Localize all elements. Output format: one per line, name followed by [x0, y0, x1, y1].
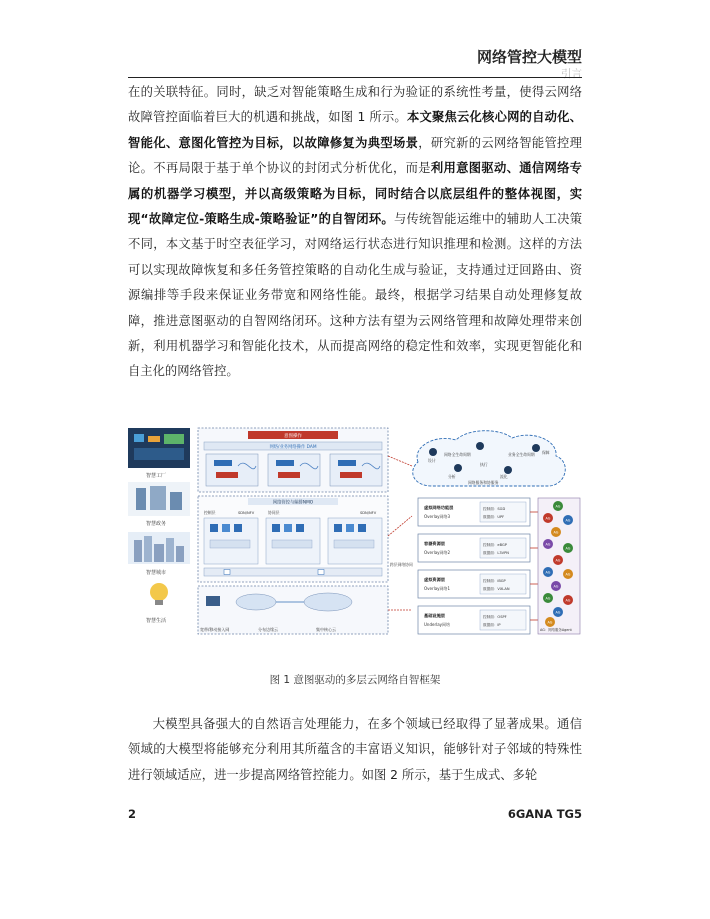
cloud-label-0: 设计 — [428, 458, 436, 463]
scenario-label-2: 智慧城市 — [146, 570, 167, 576]
access-label-0: 宽带/移动接入网 — [200, 627, 230, 632]
scenario-label-1: 智慧政务 — [146, 521, 167, 527]
cloud-label-6: 流化 — [500, 474, 508, 479]
lifecycle-cloud — [413, 431, 566, 486]
nmo-layer — [198, 496, 388, 582]
agent-note: AG：网络服务Agent — [540, 628, 572, 632]
agent-node-label: AG — [545, 516, 551, 521]
paragraph-2 — [128, 712, 582, 788]
layer-3-r1: 控制面：OSPF — [483, 615, 507, 619]
agent-column — [538, 498, 580, 634]
layer-3-r2: 数据面：IP — [483, 623, 501, 627]
layer-box-2 — [418, 570, 530, 598]
agent-node-label: AG — [545, 570, 551, 575]
scenario-label-3: 智慧生活 — [146, 618, 167, 624]
cloud-label-3: 保障 — [542, 450, 550, 455]
agent-node-label: AG — [565, 518, 571, 523]
layer-1-r1: 控制面：eBGP — [483, 543, 507, 547]
header-title: 网络管控大模型 — [476, 48, 582, 66]
p1-text-3: 与传统智能运维中的辅助人工决策不同，本文基于时空表征学习，对网络运行状态进行知识推理和检测。这样的方法可以实现故障恢复和多任务管控策略的自动化生成与验证，支持通过迂回路由、资源编排等手段来保证业务带宽和网络性能。最终，根据学习结果自动处理修复故障，推进意图驱动的自智网络闭环。这种方法有望为云网络管理和故障处理带来创新，利用机器学习和智能化技术，从而提高网络的稳定性和效率，实现更智能化和自主化的网络管控。 — [128, 212, 582, 379]
scenario-label-0: 智慧工厂 — [146, 473, 167, 479]
layer-2-sub: Overlay网络1 — [424, 586, 451, 591]
network-layers — [418, 498, 538, 634]
intent-sub-label: 网络/业务网络操作 DAM — [269, 445, 317, 450]
access-layer — [198, 586, 388, 634]
layer-0-title: 虚拟网络功能层 — [424, 505, 454, 510]
connection-arrows — [388, 456, 413, 610]
agent-node-label: AG — [565, 598, 571, 603]
agent-node-label: AG — [555, 610, 561, 615]
cloud-label-2: 业务全生命周期 — [508, 452, 535, 457]
cloud-label-7: 网络服务和协服务 — [468, 480, 499, 485]
cloud-label-4: 分析 — [448, 474, 456, 479]
page-number: 2 — [128, 807, 137, 821]
nmo-ctrl-label: 控制层 — [204, 510, 216, 515]
layer-1-r2: 数据面：L3VPN — [483, 551, 509, 555]
layer-2-title: 虚拟资源层 — [424, 577, 445, 582]
agent-node-label: AG — [545, 542, 551, 547]
access-label-1: 分布边缘云 — [258, 627, 278, 632]
nmo-coord-label: 协同层 — [268, 510, 280, 515]
layer-box-1 — [418, 534, 530, 562]
intent-bar-label: 意图操作 — [284, 434, 302, 439]
figure-caption: 图 1 意图驱动的多层云网络自智框架 — [269, 674, 441, 686]
p2-text: 大模型具备强大的自然语言处理能力，在多个领域已经取得了显著成果。通信领域的大模型将能够充分利用其所蕴含的丰富语义知识，能够针对子邻域的特殊性进行领域适应，进一步提高网络管控能力。如图 2 所示，基于生成式、多轮 — [128, 717, 582, 782]
footer-org: 6GANA TG5 — [507, 807, 582, 821]
agent-node-label: AG — [565, 572, 571, 577]
lightbulb-icon — [150, 583, 168, 605]
agent-node-label: AG — [555, 558, 561, 563]
layer-box-0 — [418, 498, 530, 526]
layer-0-sub: Overlay网络3 — [424, 514, 451, 519]
layer-1-title: 容器资源层 — [424, 541, 445, 546]
p1-text-2: ，研究新的云网络智能管控理论。不再局限于基于单个协议的封闭式分析优化，而是 — [128, 135, 582, 176]
layer-2-r2: 数据面：VXLAN — [483, 587, 510, 591]
agent-node-label: AG — [553, 530, 559, 535]
access-label-2: 集中核心云 — [316, 627, 336, 632]
agent-node-label: AG — [547, 620, 553, 625]
layer-3-title: 基础设施层 — [424, 613, 445, 618]
layer-3-sub: Underlay网络 — [424, 622, 451, 627]
nmo-title: 网络管控与编排NMO — [272, 500, 314, 506]
p1-bold-1: 本文聚焦云化核心网的自动化、智能化、意图化管控为目标，以故障修复为典型场景 — [128, 110, 582, 150]
cloud-label-1: 网络全生命周期 — [444, 452, 471, 457]
agent-node-label: AG — [555, 504, 561, 509]
header-section: 引言 — [561, 68, 582, 80]
nmo-sdn1: SDN/NFV — [238, 511, 255, 515]
left-scenario-column — [128, 428, 190, 624]
cloud-label-5: 执行 — [480, 462, 488, 467]
header-rule — [128, 77, 582, 78]
agent-node-label: AG — [553, 584, 559, 589]
layer-0-r1: 控制面：SGD — [483, 507, 506, 511]
p1-bold-2: 利用意图驱动、通信网络专属的机器学习模型，并以高级策略为目标，同时结合以底层组件的整体视图，实现“故障定位-策略生成-策略验证”的自智闭环。 — [128, 161, 582, 227]
layer-box-3 — [418, 606, 530, 634]
nmo-sdn2: SDN/NFV — [360, 511, 377, 515]
arrow-label-0: 跨层网络协同 — [390, 562, 413, 567]
paragraph-1 — [128, 80, 582, 385]
framework-figure — [128, 426, 582, 638]
agent-node-label: AG — [545, 596, 551, 601]
p1-text-1: 在的关联特征。同时，缺乏对智能策略生成和行为验证的系统性考量，使得云网络故障管控面临着巨大的机遇和挑战，如图 1 所示。 — [128, 85, 582, 125]
layer-0-r2: 数据面：UPF — [483, 515, 505, 519]
layer-1-sub: Overlay网络2 — [424, 550, 451, 555]
intent-layer — [198, 428, 388, 492]
layer-2-r1: 控制面：iBGP — [483, 579, 506, 583]
agent-node-label: AG — [565, 546, 571, 551]
